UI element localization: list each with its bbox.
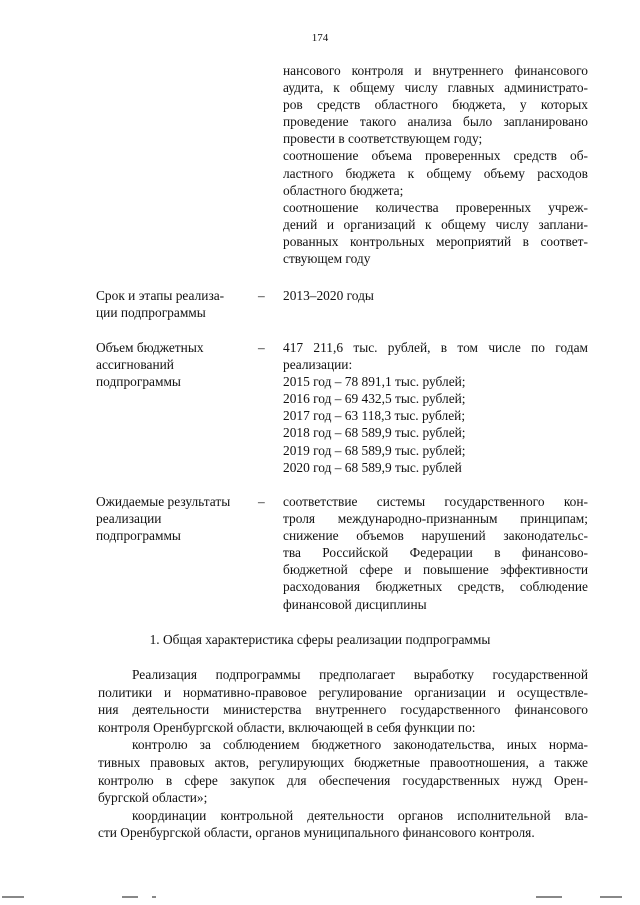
scan-mark (122, 896, 138, 898)
paragraph-line: ния деятельности министерства внутреннего государственного финансового (98, 702, 588, 718)
scan-mark (600, 896, 622, 898)
value-line: тва Российской Федерации в финансово- (283, 545, 588, 561)
paragraph-line: сти Оренбургской области, органов муниципального финансового контроля. (98, 825, 535, 841)
value-line: 2020 год – 68 589,9 тыс. рублей (283, 459, 462, 475)
label-line: Срок и этапы реализа- (96, 288, 225, 303)
text-line: дений и организаций к общему числу заплани- (283, 216, 588, 232)
paragraph-line: Реализация подпрограммы предполагает выработку государственной (132, 667, 588, 682)
paragraph-line: политики и нормативно-правовое регулирование организации и осуществле- (98, 684, 588, 700)
row-dash: – (258, 288, 265, 303)
value-line: 2016 год – 69 432,5 тыс. рублей; (283, 391, 466, 407)
paragraph-line: тивных правовых актов, регулирующих бюджетные правоотношения, а также (98, 754, 588, 770)
section-heading: 1. Общая характеристика сферы реализации подпрограммы (149, 632, 491, 647)
value-line: снижение объемов нарушений законодательс- (283, 528, 588, 544)
value-line: троля международно-признанным принципам; (283, 511, 588, 527)
label-line: ассигнований (96, 357, 174, 373)
text-line: проведение такого анализа было запланировано (283, 114, 588, 130)
value-line: 2013–2020 годы (283, 288, 374, 303)
row-dash: – (258, 494, 265, 509)
paragraph-line: координации контрольной деятельности органов исполнительной вла- (132, 807, 588, 823)
paragraph-line: бургской области»; (98, 790, 208, 806)
value-line: соответствие системы государственного кон- (283, 494, 588, 509)
text-line: нансового контроля и внутреннего финансового (283, 63, 588, 78)
scan-mark (2, 896, 24, 898)
row-dash: – (258, 340, 265, 355)
value-line: финансовой дисциплины (283, 596, 427, 612)
text-line: рованных контрольных мероприятий в соответ- (283, 233, 588, 249)
paragraph-line: контролю в сфере закупок для обеспечения государственных нужд Орен- (98, 772, 588, 788)
text-line: провести в соответствующем году; (283, 131, 483, 147)
text-line: соотношение объема проверенных средств об- (283, 148, 588, 164)
scan-mark (152, 896, 156, 898)
value-line: 2019 год – 68 589,9 тыс. рублей; (283, 442, 466, 458)
row-value-results (283, 493, 588, 613)
label-line: Объем бюджетных (96, 340, 204, 355)
row-label-timeline (96, 287, 256, 321)
label-line: подпрограммы (96, 374, 181, 390)
value-line: бюджетной сфере и повышение эффективности (283, 562, 588, 578)
body-text (98, 666, 588, 842)
value-line: расходования бюджетных средств, соблюдение (283, 579, 588, 595)
paragraph-line: контролю за соблюдением бюджетного законодательства, иных норма- (132, 737, 588, 753)
text-line: ров средств областного бюджета, у которых (283, 97, 588, 113)
row-value-timeline (283, 287, 588, 304)
label-line: ции подпрограммы (96, 305, 206, 321)
scan-artifacts (0, 896, 640, 902)
value-line: 2015 год – 78 891,1 тыс. рублей; (283, 374, 466, 390)
value-line: 417 211,6 тыс. рублей, в том числе по годам (283, 340, 588, 355)
page-number: 174 (311, 32, 329, 44)
text-line: областного бюджета; (283, 182, 404, 198)
text-line: ластного бюджета к общему объему расходов (283, 165, 588, 181)
value-line: реализации: (283, 357, 353, 373)
scan-mark (536, 896, 562, 898)
text-line: соотношение количества проверенных учреж- (283, 199, 588, 215)
label-line: реализации (96, 511, 162, 527)
text-line: аудита, к общему числу главных администрато- (283, 80, 588, 96)
value-line: 2017 год – 63 118,3 тыс. рублей; (283, 408, 466, 424)
value-line: 2018 год – 68 589,9 тыс. рублей; (283, 425, 466, 441)
label-line: подпрограммы (96, 528, 181, 544)
indicators-continuation (283, 62, 588, 267)
row-label-results (96, 493, 256, 544)
paragraph-line: контроля Оренбургской области, включающей в себя функции по: (98, 719, 476, 735)
row-label-budget (96, 339, 256, 390)
text-line: ствующем году (283, 251, 371, 267)
row-value-budget (283, 339, 588, 476)
label-line: Ожидаемые результаты (96, 494, 231, 509)
